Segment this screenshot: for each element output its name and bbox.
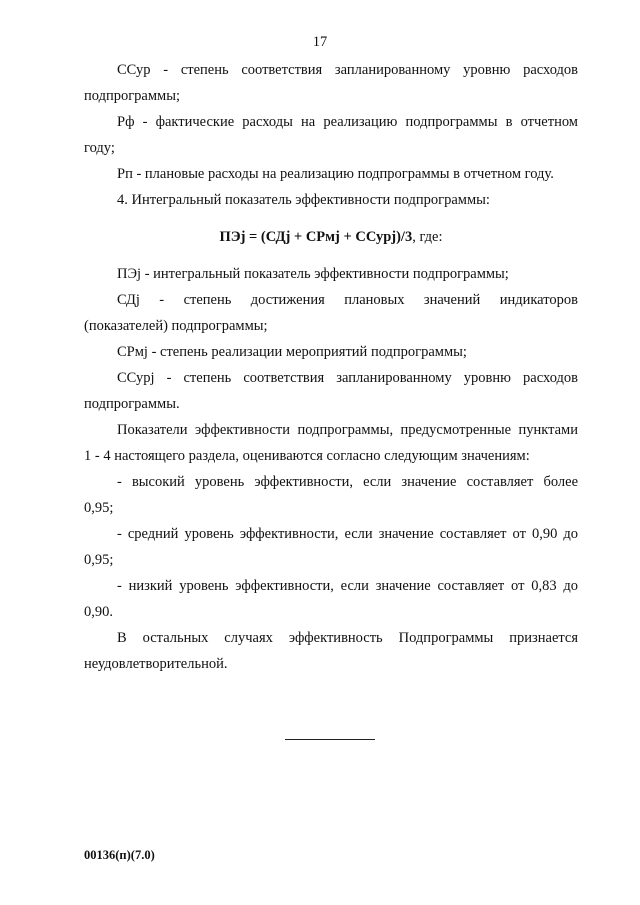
paragraph-sdj-definition-end: (показателей) подпрограммы; — [84, 318, 268, 334]
paragraph-unsatisfactory: В остальных случаях эффективность Подпрограммы признается — [117, 630, 578, 646]
list-item-low-level: - низкий уровень эффективности, если значение составляет от 0,83 до — [117, 578, 578, 594]
paragraph-rf-definition: Рф - фактические расходы на реализацию подпрограммы в отчетном — [117, 114, 578, 130]
paragraph-unsatisfactory-end: неудовлетворительной. — [84, 656, 228, 672]
paragraph-indicators-intro: Показатели эффективности подпрограммы, предусмотренные пунктами — [117, 422, 578, 438]
paragraph-ssur-definition: ССур - степень соответствия запланированному уровню расходов — [117, 62, 578, 78]
paragraph-indicators-intro-end: 1 - 4 настоящего раздела, оцениваются согласно следующим значениям: — [84, 448, 530, 464]
paragraph-pej-definition: ПЭj - интегральный показатель эффективности подпрограммы; — [117, 266, 509, 282]
list-item-high-level: - высокий уровень эффективности, если значение составляет более — [117, 474, 578, 490]
integral-formula — [84, 225, 578, 250]
end-divider-line — [285, 739, 375, 740]
page-number: 17 — [312, 34, 328, 50]
paragraph-sdj-definition: СДj - степень достижения плановых значений индикаторов — [117, 292, 578, 308]
paragraph-ssurj-definition-end: подпрограммы. — [84, 396, 180, 412]
list-item-medium-level-end: 0,95; — [84, 552, 114, 568]
paragraph-rp-definition: Рп - плановые расходы на реализацию подпрограммы в отчетном году. — [117, 166, 554, 182]
list-item-low-level-end: 0,90. — [84, 604, 113, 620]
footer-document-code: 00136(п)(7.0) — [84, 848, 155, 862]
list-item-medium-level: - средний уровень эффективности, если значение составляет от 0,90 до — [117, 526, 578, 542]
paragraph-ssur-definition-end: подпрограммы; — [84, 88, 180, 104]
formula-expression: ПЭj = (СДj + СРмj + ССурj)/3 — [219, 229, 413, 245]
paragraph-ssurj-definition: ССурj - степень соответствия запланированному уровню расходов — [117, 370, 578, 386]
formula-suffix: , где: — [412, 229, 443, 245]
document-body — [84, 58, 578, 678]
paragraph-srmj-definition: СРмj - степень реализации мероприятий подпрограммы; — [117, 344, 467, 360]
list-item-high-level-end: 0,95; — [84, 500, 114, 516]
paragraph-rf-definition-end: году; — [84, 140, 115, 156]
paragraph-integral-indicator-heading: 4. Интегральный показатель эффективности подпрограммы: — [117, 192, 490, 208]
